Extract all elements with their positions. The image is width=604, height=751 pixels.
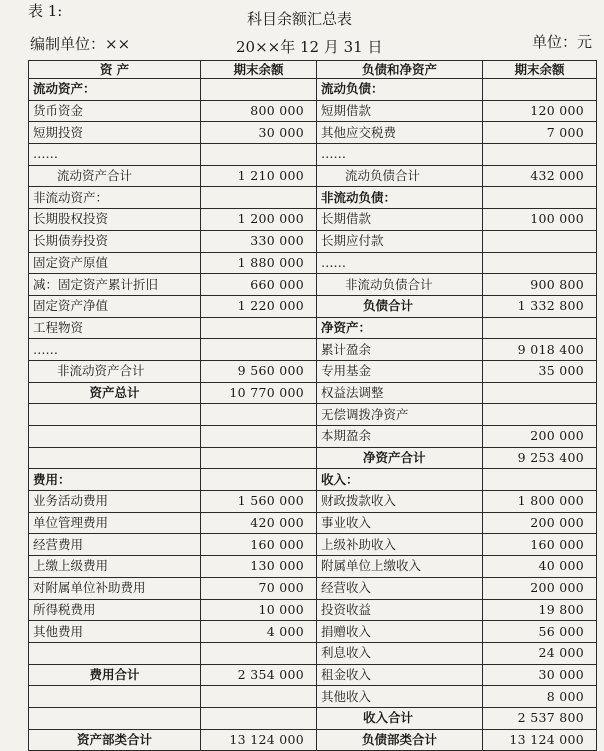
table-row — [29, 295, 597, 317]
asset-balance — [201, 317, 317, 339]
table-row — [29, 426, 597, 448]
table-row — [29, 534, 597, 556]
liability-balance: 120 000 — [483, 100, 597, 122]
asset-balance — [201, 339, 317, 361]
liability-item: 本期盈余 — [317, 426, 483, 448]
liability-balance: 100 000 — [483, 209, 597, 231]
liability-item: 投资收益 — [317, 599, 483, 621]
liability-item: 非流动负债合计 — [317, 274, 483, 296]
liability-item: …… — [317, 144, 483, 166]
table-row — [29, 642, 597, 664]
liability-item: 长期借款 — [317, 209, 483, 231]
liability-balance — [483, 79, 597, 101]
asset-item: 上缴上级费用 — [29, 556, 201, 578]
table-row — [29, 729, 597, 751]
liability-item: 收入合计 — [317, 707, 483, 729]
asset-item: 对附属单位补助费用 — [29, 577, 201, 599]
asset-item: 其他费用 — [29, 621, 201, 643]
liability-balance: 200 000 — [483, 577, 597, 599]
liability-balance: 200 000 — [483, 512, 597, 534]
table-body — [29, 79, 597, 751]
liability-balance — [483, 187, 597, 209]
liability-item: 捐赠收入 — [317, 621, 483, 643]
table-row — [29, 686, 597, 708]
liability-balance: 35 000 — [483, 360, 597, 382]
asset-item: 单位管理费用 — [29, 512, 201, 534]
asset-balance — [201, 426, 317, 448]
asset-item: 业务活动费用 — [29, 491, 201, 513]
liability-item: 负债部类合计 — [317, 729, 483, 751]
table-row — [29, 599, 597, 621]
asset-balance: 30 000 — [201, 122, 317, 144]
table-row — [29, 122, 597, 144]
asset-balance — [201, 707, 317, 729]
table-row — [29, 209, 597, 231]
liability-item: 累计盈余 — [317, 339, 483, 361]
asset-balance: 70 000 — [201, 577, 317, 599]
table-row — [29, 621, 597, 643]
header-assets: 资 产 — [29, 61, 201, 79]
asset-item: …… — [29, 144, 201, 166]
table-row — [29, 556, 597, 578]
asset-item: 工程物资 — [29, 317, 201, 339]
table-row — [29, 252, 597, 274]
asset-item: 固定资产净值 — [29, 295, 201, 317]
liability-balance: 900 800 — [483, 274, 597, 296]
table-row — [29, 144, 597, 166]
table-row — [29, 339, 597, 361]
asset-item — [29, 404, 201, 426]
liability-item: …… — [317, 252, 483, 274]
liability-item: 租金收入 — [317, 664, 483, 686]
asset-item — [29, 426, 201, 448]
table-row — [29, 230, 597, 252]
liability-balance: 1 332 800 — [483, 295, 597, 317]
asset-item: 经营费用 — [29, 534, 201, 556]
asset-balance — [201, 642, 317, 664]
asset-balance: 1 200 000 — [201, 209, 317, 231]
liability-balance: 9 018 400 — [483, 339, 597, 361]
liability-balance: 7 000 — [483, 122, 597, 144]
asset-balance — [201, 469, 317, 491]
asset-item — [29, 447, 201, 469]
liability-item: 净资产： — [317, 317, 483, 339]
liability-balance: 160 000 — [483, 534, 597, 556]
liability-item: 经营收入 — [317, 577, 483, 599]
table-row — [29, 447, 597, 469]
table-row — [29, 707, 597, 729]
asset-item: 所得税费用 — [29, 599, 201, 621]
asset-balance — [201, 187, 317, 209]
table-row — [29, 317, 597, 339]
liability-item: 负债合计 — [317, 295, 483, 317]
liability-item: 权益法调整 — [317, 382, 483, 404]
asset-item — [29, 707, 201, 729]
asset-balance: 330 000 — [201, 230, 317, 252]
liability-item: 上级补助收入 — [317, 534, 483, 556]
liability-balance — [483, 230, 597, 252]
asset-item: 非流动资产合计 — [29, 360, 201, 382]
liability-item: 专用基金 — [317, 360, 483, 382]
table-row — [29, 382, 597, 404]
table-row — [29, 274, 597, 296]
liability-balance: 200 000 — [483, 426, 597, 448]
liability-item: 无偿调拨净资产 — [317, 404, 483, 426]
asset-item: 非流动资产： — [29, 187, 201, 209]
asset-balance — [201, 79, 317, 101]
liability-balance: 40 000 — [483, 556, 597, 578]
asset-item: 资产总计 — [29, 382, 201, 404]
asset-item — [29, 686, 201, 708]
liability-item: 短期借款 — [317, 100, 483, 122]
liability-item: 流动负债： — [317, 79, 483, 101]
asset-item: 流动资产合计 — [29, 165, 201, 187]
liability-balance — [483, 404, 597, 426]
liability-balance — [483, 469, 597, 491]
asset-item: 货币资金 — [29, 100, 201, 122]
asset-balance — [201, 686, 317, 708]
liability-balance: 30 000 — [483, 664, 597, 686]
asset-balance: 1 220 000 — [201, 295, 317, 317]
asset-balance: 1 560 000 — [201, 491, 317, 513]
liability-balance: 13 124 000 — [483, 729, 597, 751]
asset-balance — [201, 447, 317, 469]
asset-balance: 4 000 — [201, 621, 317, 643]
asset-balance: 9 560 000 — [201, 360, 317, 382]
balance-summary-table — [28, 60, 597, 751]
liability-balance: 1 800 000 — [483, 491, 597, 513]
liability-balance: 56 000 — [483, 621, 597, 643]
asset-item: …… — [29, 339, 201, 361]
asset-balance: 420 000 — [201, 512, 317, 534]
table-row — [29, 491, 597, 513]
compiling-unit: 编制单位：×× — [30, 35, 131, 53]
asset-item: 长期股权投资 — [29, 209, 201, 231]
table-number: 表 1: — [28, 2, 63, 20]
report-date: 20××年 12 月 31 日 — [236, 38, 383, 56]
table-header-row — [29, 61, 597, 79]
asset-balance: 660 000 — [201, 274, 317, 296]
liability-balance — [483, 144, 597, 166]
liability-item: 财政拨款收入 — [317, 491, 483, 513]
liability-item: 利息收入 — [317, 642, 483, 664]
asset-balance: 130 000 — [201, 556, 317, 578]
liability-balance: 24 000 — [483, 642, 597, 664]
table-row — [29, 577, 597, 599]
asset-item: 资产部类合计 — [29, 729, 201, 751]
liability-balance: 432 000 — [483, 165, 597, 187]
liability-balance — [483, 382, 597, 404]
liability-item: 非流动负债： — [317, 187, 483, 209]
asset-balance: 10 770 000 — [201, 382, 317, 404]
asset-balance: 1 210 000 — [201, 165, 317, 187]
asset-item: 长期债券投资 — [29, 230, 201, 252]
header-liabilities-net-assets: 负债和净资产 — [317, 61, 483, 79]
table-row — [29, 165, 597, 187]
liability-item: 长期应付款 — [317, 230, 483, 252]
table-row — [29, 100, 597, 122]
liability-balance: 2 537 800 — [483, 707, 597, 729]
liability-item: 其他应交税费 — [317, 122, 483, 144]
asset-balance: 160 000 — [201, 534, 317, 556]
asset-balance: 2 354 000 — [201, 664, 317, 686]
asset-item: 流动资产： — [29, 79, 201, 101]
liability-item: 附属单位上缴收入 — [317, 556, 483, 578]
asset-item: 短期投资 — [29, 122, 201, 144]
asset-item: 费用合计 — [29, 664, 201, 686]
liability-item: 其他收入 — [317, 686, 483, 708]
asset-item — [29, 642, 201, 664]
liability-item: 流动负债合计 — [317, 165, 483, 187]
asset-balance: 13 124 000 — [201, 729, 317, 751]
asset-balance — [201, 144, 317, 166]
asset-balance: 1 880 000 — [201, 252, 317, 274]
asset-item: 费用： — [29, 469, 201, 491]
asset-balance: 10 000 — [201, 599, 317, 621]
table-row — [29, 79, 597, 101]
document-title: 科目余额汇总表 — [247, 10, 353, 28]
table-row — [29, 512, 597, 534]
header-liability-balance: 期末余额 — [483, 61, 597, 79]
liability-balance: 8 000 — [483, 686, 597, 708]
asset-balance — [201, 404, 317, 426]
liability-balance: 9 253 400 — [483, 447, 597, 469]
table-row — [29, 469, 597, 491]
header-asset-balance: 期末余额 — [201, 61, 317, 79]
table-row — [29, 404, 597, 426]
currency-unit: 单位：元 — [532, 33, 593, 51]
asset-balance: 800 000 — [201, 100, 317, 122]
asset-item: 减：固定资产累计折旧 — [29, 274, 201, 296]
liability-balance — [483, 252, 597, 274]
liability-item: 净资产合计 — [317, 447, 483, 469]
liability-balance: 19 800 — [483, 599, 597, 621]
liability-item: 收入： — [317, 469, 483, 491]
liability-item: 事业收入 — [317, 512, 483, 534]
table-row — [29, 187, 597, 209]
liability-balance — [483, 317, 597, 339]
table-row — [29, 360, 597, 382]
table-row — [29, 664, 597, 686]
asset-item: 固定资产原值 — [29, 252, 201, 274]
